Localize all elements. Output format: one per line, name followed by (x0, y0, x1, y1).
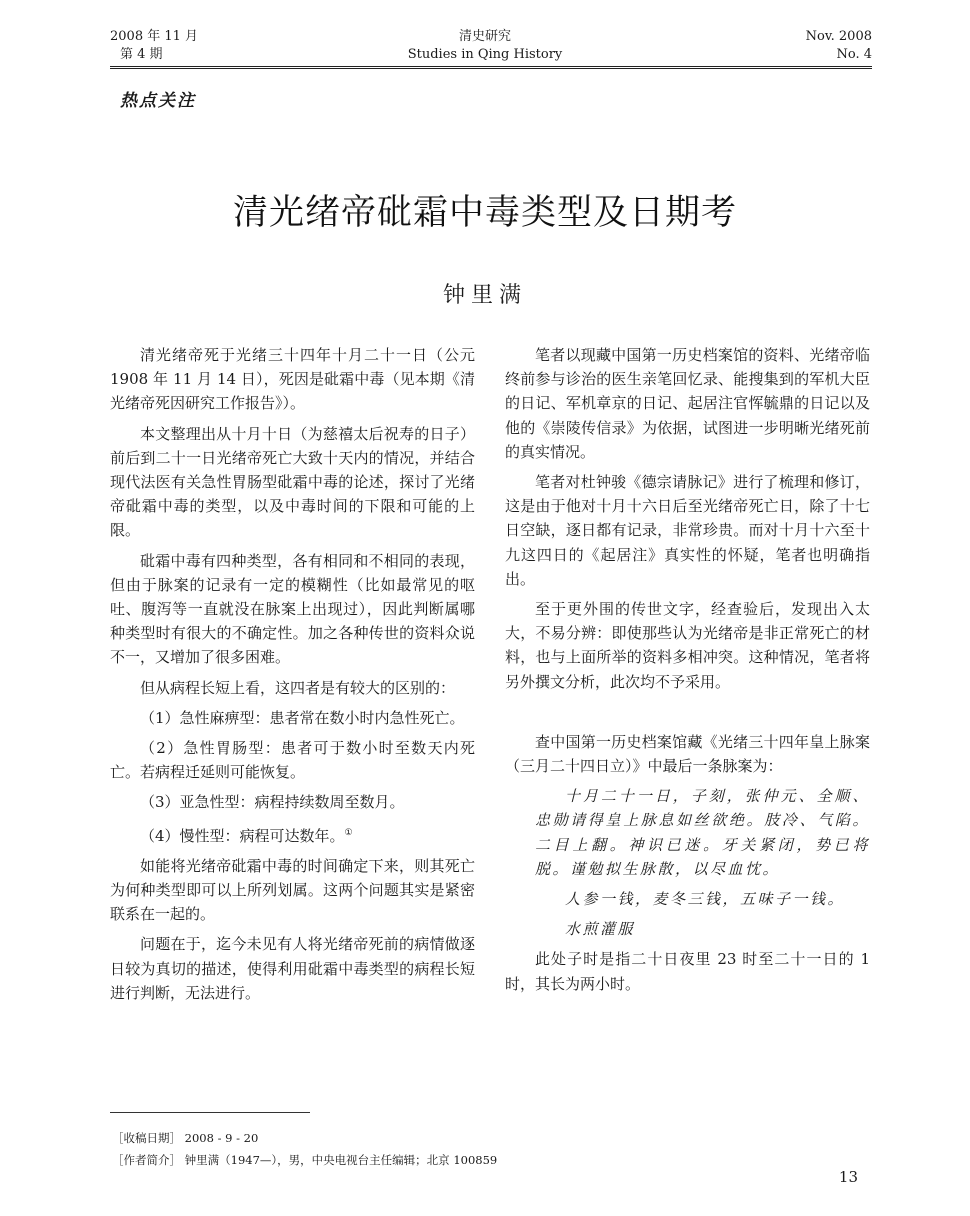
paragraph: 笔者对杜钟骏《德宗请脉记》进行了梳理和修订，这是由于他对十月十六日后至光绪帝死亡日，除了十七日空缺，逐日都有记录，非常珍贵。而对十月十六至十九这四日的《起居注》真实性的怀疑，笔者也明确指出。 (505, 473, 870, 588)
paragraph: 本文整理出从十月十日（为慈禧太后祝寿的日子）前后到二十一日光绪帝死亡大致十天内的情况，并结合现代法医有关急性胃肠型砒霜中毒的论述，探讨了光绪帝砒霜中毒的类型，以及中毒时间的下限和可能的上限。 (110, 424, 475, 540)
received-date: ［收稿日期］ 2008 - 9 - 20 (112, 1131, 259, 1145)
journal-issue: 第 4 期 (120, 47, 163, 62)
footnote-marker: ① (344, 827, 353, 838)
article-title: 清光绪帝砒霜中毒类型及日期考 (232, 193, 737, 233)
paragraph: 笔者以现藏中国第一历史档案馆的资料、光绪帝临终前参与诊治的医生亲笔回忆录、能搜集到的军机大臣的日记、军机章京的日记、起居注官恽毓鼎的日记以及他的《崇陵传信录》为依据，试图进一步明晰光绪死前的真实情况。 (505, 346, 870, 461)
page-number: 13 (838, 1168, 858, 1186)
journal-name-en: Studies in Qing History (407, 47, 563, 62)
journal-issue-en: No. 4 (836, 47, 872, 62)
paragraph: （3）亚急性型：病程持续数周至数月。 (140, 793, 405, 812)
journal-date-en: Nov. 2008 (805, 29, 872, 44)
paragraph: （1）急性麻痹型：患者常在数小时内急性死亡。 (140, 708, 465, 727)
paragraph: （2）急性胃肠型：患者可于数小时至数天内死亡。若病程迁延则可能恢复。 (110, 739, 475, 782)
paragraph: 但从病程长短上看，这四者是有较大的区别的： (140, 678, 456, 697)
pulse-record-quote: 十月二十一日，子刻，张仲元、全顺、忠勋请得皇上脉息如丝欲绝。肢冷、气陷。二目上翻。神识已迷。牙关紧闭，势已将脱。谨勉拟生脉散，以尽血忱。 (535, 787, 870, 878)
left-column (110, 343, 475, 1011)
header-rule (110, 66, 872, 67)
journal-date-issue-en (806, 28, 872, 64)
prescription-method: 水煎灌服 (565, 920, 636, 939)
paragraph: 至于更外围的传世文字，经查验后，发现出入太大，不易分辨：即使那些认为光绪帝是非正常死亡的材料，也与上面所举的资料多相冲突。这种情况，笔者将另外撰文分析，此次均不予采用。 (505, 600, 870, 691)
paragraph (110, 821, 475, 848)
paragraph: 清光绪帝死于光绪三十四年十月二十一日（公元1908 年 11 月 14 日），死因是砒霜中毒（见本期《清光绪帝死因研究工作报告》）。 (110, 346, 475, 413)
paragraph: 问题在于，迄今未见有人将光绪帝死前的病情做逐日较为真切的描述，使得利用砒霜中毒类型的病程长短进行判断，无法进行。 (110, 935, 475, 1002)
header-rule-double (110, 68, 872, 69)
paragraph-text: （4）慢性型：病程可达数年。 (140, 826, 345, 845)
prescription-quote: 人参一钱，麦冬三钱，五味子一钱。 (565, 890, 846, 909)
paragraph: 如能将光绪帝砒霜中毒的时间确定下来，则其死亡为何种类型即可以上所列划属。这两个问题其实是紧密联系在一起的。 (110, 856, 475, 924)
section-intro: 查中国第一历史档案馆藏《光绪三十四年皇上脉案（三月二十四日立）》中最后一条脉案为： (505, 732, 870, 776)
right-column (505, 343, 870, 1002)
column-tag: 热点关注 (120, 91, 196, 111)
author-bio: ［作者简介］ 钟里满（1947—），男，中央电视台主任编辑；北京 100859 (112, 1153, 498, 1167)
footnote-rule (110, 1112, 310, 1113)
journal-date: 2008 年 11 月 (110, 29, 199, 44)
journal-name-cn: 清史研究 (458, 29, 511, 44)
paragraph: 砒霜中毒有四种类型，各有相同和不相同的表现，但由于脉案的记录有一定的模糊性（比如最常见的呕吐、腹泻等一直就没在脉案上出现过），因此判断属哪种类型时有很大的不确定性。加之各种传世的资料众说不一，又增加了很多困难。 (110, 551, 475, 667)
article-author: 钟里满 (442, 283, 527, 308)
paragraph: 此处子时是指二十日夜里 23 时至二十一日的 1 时，其长为两小时。 (505, 950, 870, 993)
